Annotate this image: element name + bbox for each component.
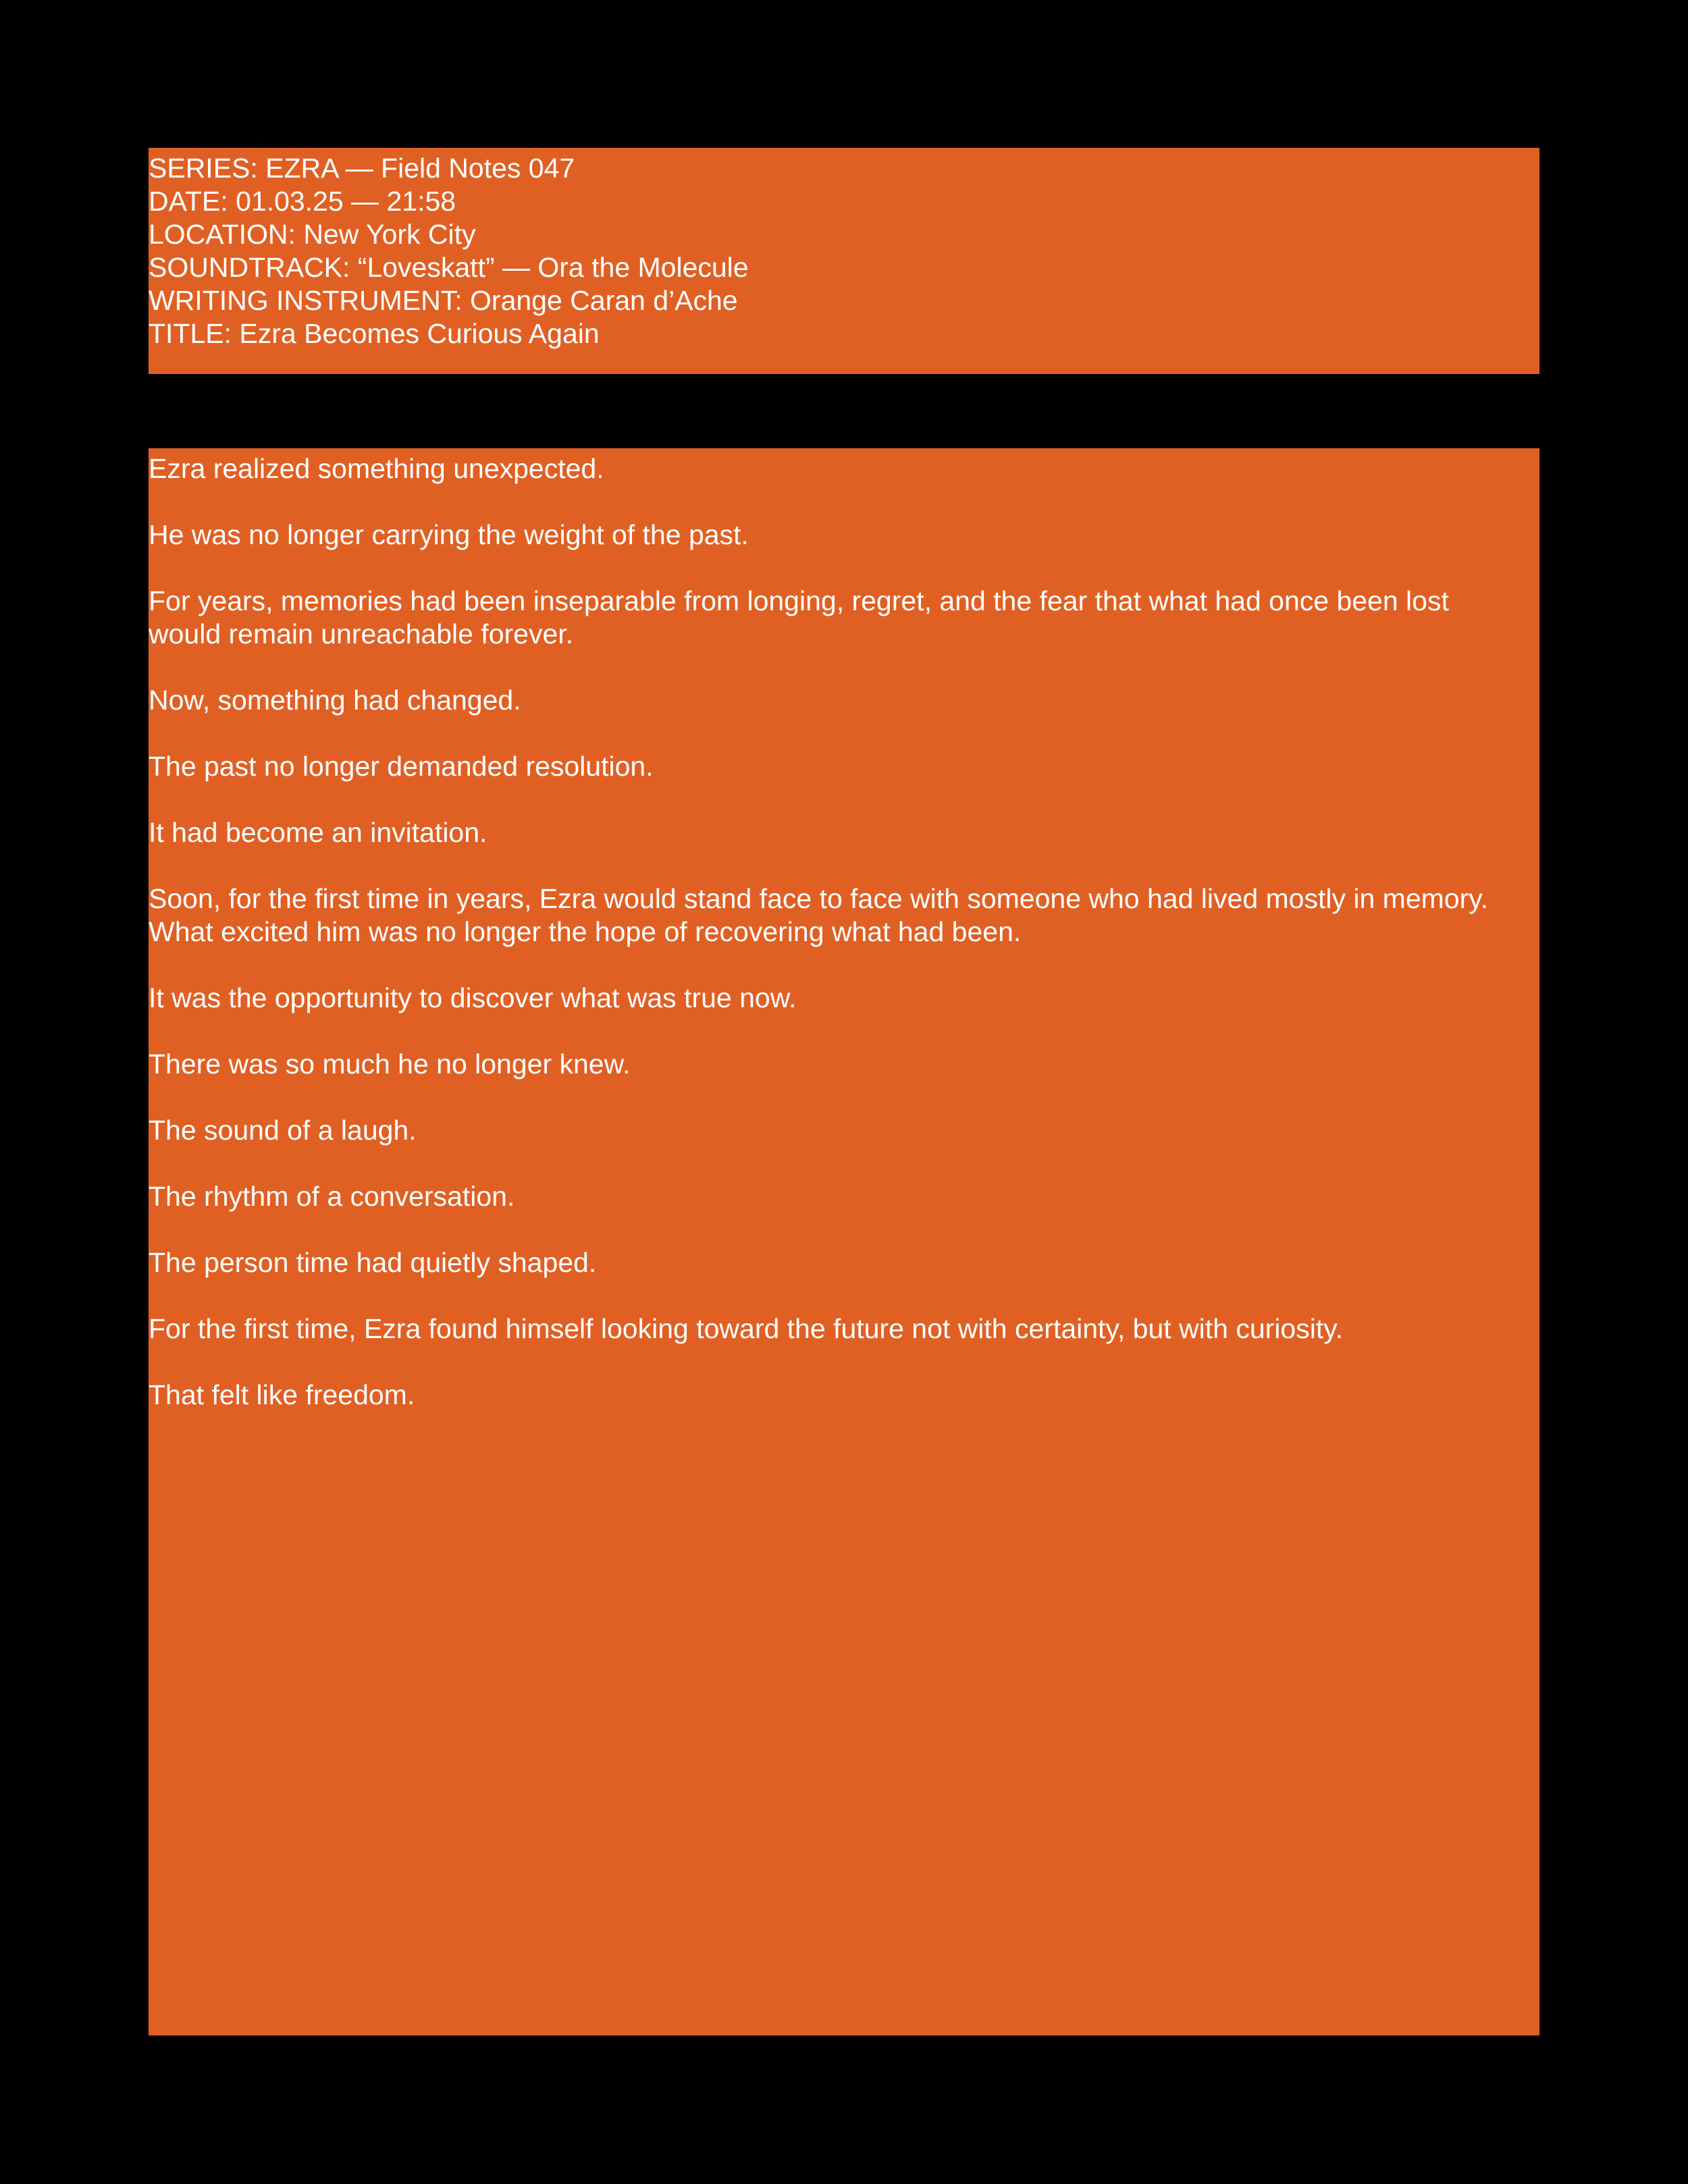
paragraph: The past no longer demanded resolution. — [149, 751, 654, 782]
writing-instrument-line: WRITING INSTRUMENT: Orange Caran d’Ache — [149, 285, 738, 316]
paragraph: The sound of a laugh. — [149, 1115, 417, 1146]
paragraph: He was no longer carrying the weight of the past. — [149, 519, 749, 550]
body-text-panel — [149, 448, 1539, 2035]
paragraph: The rhythm of a conversation. — [149, 1181, 515, 1212]
paragraph: For years, memories had been inseparable from longing, regret, and the fear that what had once been lost would remain unreachable forever. — [149, 585, 1449, 649]
paragraph: Now, something had changed. — [149, 685, 521, 716]
paragraph: The person time had quietly shaped. — [149, 1247, 597, 1278]
title-line: TITLE: Ezra Becomes Curious Again — [149, 318, 600, 349]
date-line: DATE: 01.03.25 — 21:58 — [149, 186, 456, 217]
location-line: LOCATION: New York City — [149, 219, 476, 250]
paragraph: There was so much he no longer knew. — [149, 1048, 631, 1080]
paragraph: Soon, for the first time in years, Ezra would stand face to face with someone who had lived mostly in memory. What excited him was no longer the hope of recovering what had been. — [149, 883, 1489, 947]
paragraph: It had become an invitation. — [149, 817, 487, 848]
paragraph: Ezra realized something unexpected. — [149, 453, 604, 484]
metadata-panel — [149, 148, 1539, 374]
soundtrack-line: SOUNDTRACK: “Loveskatt” — Ora the Molecule — [149, 252, 749, 283]
paragraph: For the first time, Ezra found himself looking toward the future not with certainty, but with curiosity. — [149, 1313, 1344, 1344]
series-line: SERIES: EZRA — Field Notes 047 — [149, 153, 575, 184]
paragraph: It was the opportunity to discover what was true now. — [149, 982, 797, 1013]
paragraph: That felt like freedom. — [149, 1379, 415, 1410]
